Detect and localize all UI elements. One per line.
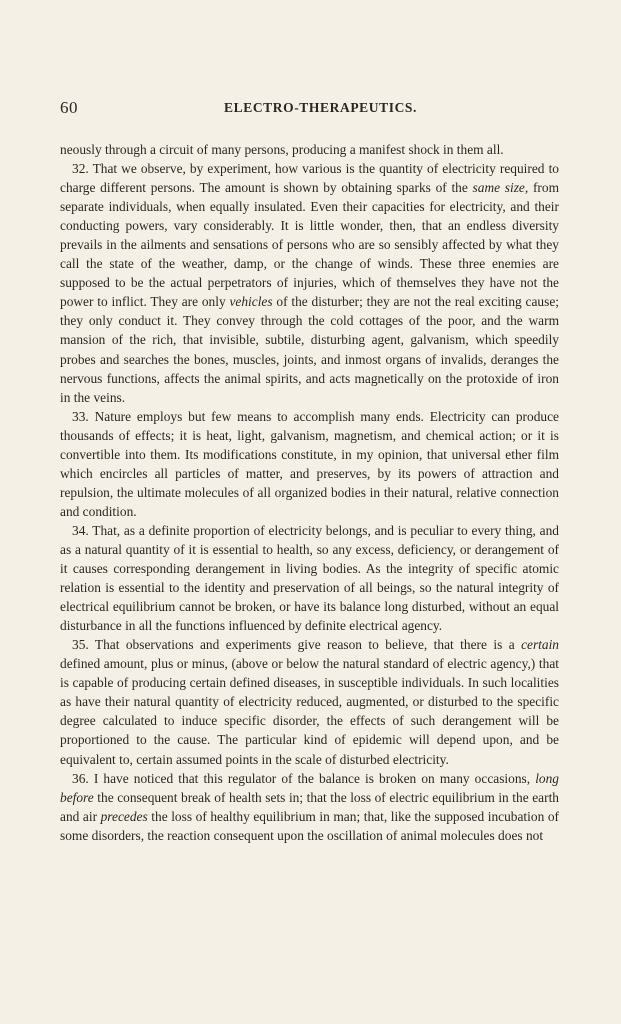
paragraph-text: the loss of healthy equilibrium in man; that, like the supposed incubation of some disorders, the reaction consequent upon the oscillation of animal molecules does not (60, 808, 559, 843)
paragraph-text: defined amount, plus or minus, (above or below the natural standard of electric agency,) that is capable of producing certain defined diseases, in susceptible individuals. In such localities as have their natural quantity of electricity reduced, augmented, or disturbed to the specific degree calculated to induce specific disorder, the effects of such derangement will be proportioned to the cause. The particular kind of epidemic will depend upon, and be equivalent to, certain assumed points in the scale of disturbed electricity. (60, 656, 559, 767)
paragraph-text: neously through a circuit of many persons, producing a manifest shock in them all. (60, 142, 504, 157)
paragraph-32 (60, 159, 559, 407)
paragraph-text: 35. That observations and experiments give reason to believe, that there is a (72, 637, 522, 653)
paragraph-text: 33. Nature employs but few means to accomplish many ends. Electricity can produce thousands of effects; it is heat, light, galvanism, magnetism, and chemical action; or it is convertible into them. Its modifications constitute, in my opinion, that universal ether film which encircles all particles of matter, and preserves, by its powers of attraction and repulsion, the ultimate molecules of all organized bodies in their natural, relative connection and condition. (60, 408, 559, 519)
paragraph-34 (60, 521, 559, 635)
emphasis-text: same size, (472, 180, 529, 196)
emphasis-text: precedes (100, 808, 148, 824)
paragraph-continuation (60, 140, 559, 159)
page-number: 60 (60, 98, 78, 117)
paragraph-36 (60, 769, 559, 845)
paragraph-text: from separate individuals, when equally insulated. Even their capacities for electricity, and their conducting powers, vary considerably. It is little wonder, then, that an endless diversity prevails in the ailments and sensations of persons who are so sensibly affected by what they call the state of the weather, damp, or the change of winds. These three enemies are supposed to be the actual perpetrators of injuries, which of themselves they have not the power to inflict. They are only (60, 180, 559, 310)
paragraph-text: 32. That we observe, by experiment, how various is the quantity of electricity required to charge different persons. The amount is shown by obtaining sparks of the (60, 161, 559, 196)
paragraph-text: 36. I have noticed that this regulator of the balance is broken on many occasions, (72, 770, 536, 786)
paragraph-35 (60, 635, 559, 768)
emphasis-text: vehicles (229, 294, 273, 310)
emphasis-text: long before (60, 770, 559, 805)
paragraph-text: 34. That, as a definite proportion of electricity belongs, and is peculiar to every thing, and as a natural quantity of it is essential to health, so any excess, deficiency, or derangement of it causes corresponding derangement in living bodies. As the integrity of specific atomic relation is essential to the identity and preservation of all beings, so the natural integrity of electrical equilibrium cannot be broken, or have its balance long disturbed, without an equal disturbance in all the functions influenced by definite electrical agency. (60, 522, 559, 634)
body-text (60, 140, 559, 845)
paragraph-text: of the disturber; they are not the real exciting cause; they only conduct it. They convey through the cold cottages of the poor, and the warm mansion of the rich, that invisible, subtile, disturbing agent, galvanism, which speedily probes and searches the bones, muscles, joints, and inmost organs of invalids, deranges the nervous functions, affects the animal spirits, and acts magnetically on the protoxide of iron in the veins. (60, 294, 560, 405)
emphasis-text: certain (521, 637, 559, 653)
running-head (60, 98, 559, 118)
paragraph-33 (60, 407, 559, 521)
running-title: ELECTRO-THERAPEUTICS. (224, 100, 418, 115)
paragraph-text: the consequent break of health sets in; that the loss of electric equilibrium in the earth and air (60, 789, 559, 824)
